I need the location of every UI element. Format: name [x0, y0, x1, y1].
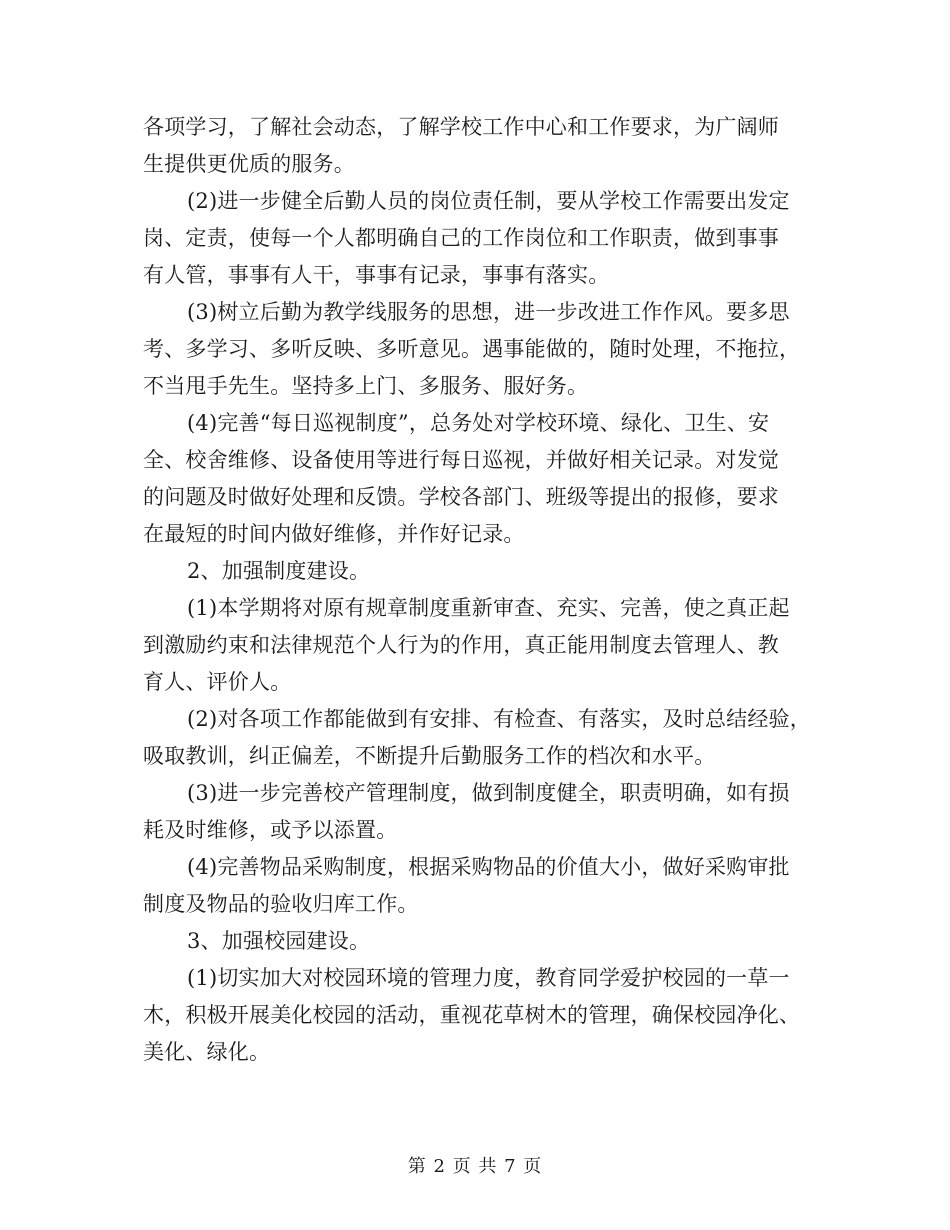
text-line: 的问题及时做好处理和反馈。学校各部门、班级等提出的报修，要求 — [143, 485, 779, 509]
paragraph-start-line: (2)对各项工作都能做到有安排、有检查、有落实，及时总结经验， — [187, 707, 811, 731]
text-line: 各项学习，了解社会动态，了解学校工作中心和工作要求，为广阔师 — [143, 115, 779, 139]
paragraph-start-line: (2)进一步健全后勤人员的岗位责任制，要从学校工作需要出发定 — [187, 189, 790, 213]
text-line: 考、多学习、多听反映、多听意见。遇事能做的，随时处理，不拖拉， — [143, 337, 801, 361]
section-heading: 2、加强制度建设。 — [187, 559, 371, 583]
text-line: 生提供更优质的服务。 — [143, 152, 355, 176]
text-line: 吸取教训，纠正偏差，不断提升后勤服务工作的档次和水平。 — [143, 744, 716, 768]
paragraph-start-line: (1)切实加大对校园环境的管理力度，教育同学爱护校园的一草一 — [187, 966, 790, 990]
text-line: 耗及时维修，或予以添置。 — [143, 818, 398, 842]
text-line: 岗、定责，使每一个人都明确自己的工作岗位和工作职责，做到事事 — [143, 226, 779, 250]
page-number: 第 2 页 共 7 页 — [407, 1156, 543, 1177]
text-line: 育人、评价人。 — [143, 670, 292, 694]
paragraph-start-line: (3)进一步完善校产管理制度，做到制度健全，职责明确，如有损 — [187, 781, 790, 805]
paragraph-start-line: (4)完善“每日巡视制度”，总务处对学校环境、绿化、卫生、安 — [187, 411, 770, 435]
text-line: 制度及物品的验收归库工作。 — [143, 892, 419, 916]
section-heading: 3、加强校园建设。 — [187, 929, 371, 953]
text-line: 到激励约束和法律规范个人行为的作用，真正能用制度去管理人、教 — [143, 633, 779, 657]
text-line: 有人管，事事有人干，事事有记录，事事有落实。 — [143, 263, 610, 287]
paragraph-start-line: (1)本学期将对原有规章制度重新审查、充实、完善，使之真正起 — [187, 596, 790, 620]
text-line: 木，积极开展美化校园的活动，重视花草树木的管理，确保校园净化、 — [143, 1003, 801, 1027]
text-line: 不当甩手先生。坚持多上门、多服务、服好务。 — [143, 374, 589, 398]
text-line: 美化、绿化。 — [143, 1040, 271, 1064]
text-line: 在最短的时间内做好维修，并作好记录。 — [143, 522, 525, 546]
paragraph-start-line: (3)树立后勤为教学线服务的思想，进一步改进工作作风。要多思 — [187, 300, 790, 324]
text-line: 全、校舍维修、设备使用等进行每日巡视，并做好相关记录。对发觉 — [143, 448, 779, 472]
paragraph-start-line: (4)完善物品采购制度，根据采购物品的价值大小，做好采购审批 — [187, 855, 790, 879]
